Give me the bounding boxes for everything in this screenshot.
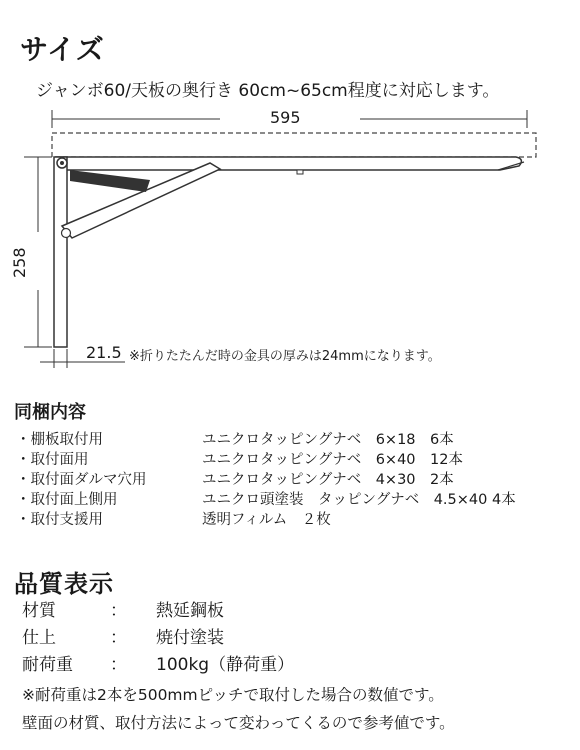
width-label: 595 [270, 108, 301, 127]
quality-row: 材質 ： 熱延鋼板 [22, 601, 224, 621]
bracket-post [54, 157, 67, 347]
contents-heading: 同梱内容 [14, 402, 86, 423]
list-item: ・取付支援用 透明フィルム ２枚 [16, 512, 331, 528]
fold-note: ※折りたたんだ時の金具の厚みは24mmになります。 [129, 349, 441, 364]
list-item: ・棚板取付用 ユニクロタッピングナベ 6×18 6本 [16, 432, 454, 448]
contents-list [16, 430, 516, 530]
size-subtitle: ジャンボ60/天板の奥行き 60cm~65cm程度に対応します。 [36, 81, 500, 101]
quality-row: 耐荷重 ： 100kg（静荷重） [22, 655, 295, 675]
list-item: ・取付面用 ユニクロタッピングナベ 6×40 12本 [16, 452, 463, 468]
hinge-bar [70, 170, 150, 192]
quality-table [22, 598, 294, 679]
section-title-size: サイズ [20, 33, 105, 66]
list-item: ・取付面上側用 ユニクロ頭塗装 タッピングナベ 4.5×40 4本 [16, 492, 516, 508]
quality-heading: 品質表示 [14, 570, 114, 598]
bracket-arm [56, 157, 521, 170]
offset-label: 21.5 [86, 343, 122, 362]
reference-note: 壁面の材質、取付方法によって変わってくるので参考値です。 [22, 714, 455, 732]
shelf-outline [52, 133, 536, 157]
height-label: 258 [10, 247, 29, 278]
quality-row: 仕上 ： 焼付塗装 [22, 628, 224, 648]
list-item: ・取付面ダルマ穴用 ユニクロタッピングナベ 4×30 2本 [16, 472, 454, 488]
load-note: ※耐荷重は2本を500mmピッチで取付した場合の数値です。 [22, 686, 444, 704]
